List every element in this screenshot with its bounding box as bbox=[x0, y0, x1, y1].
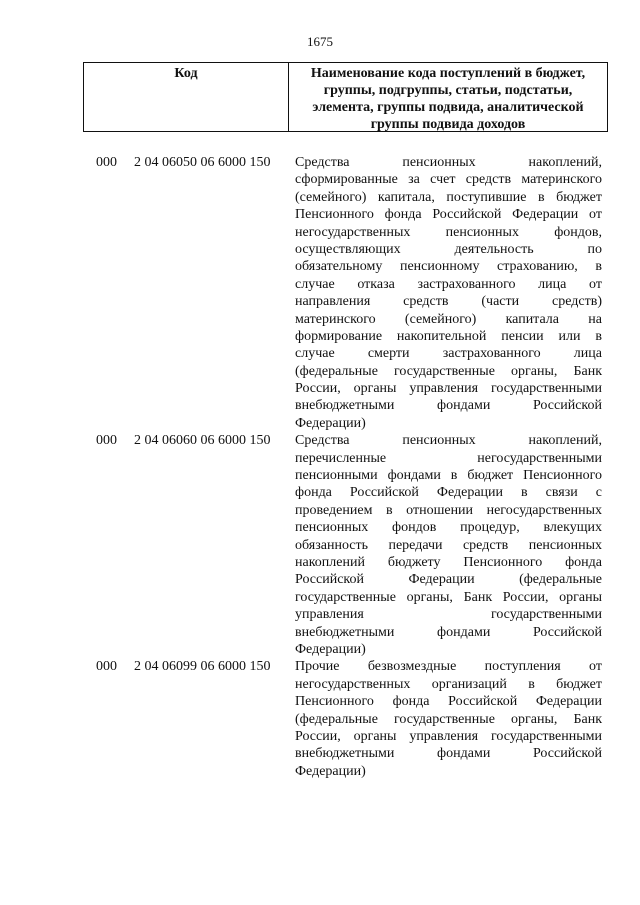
column-header-name-line: элемента, группы подвида, аналитической bbox=[312, 100, 584, 115]
column-header-name-line: группы, подгруппы, статьи, подстатьи, bbox=[323, 83, 573, 98]
description-line: обязательному пенсионному страхованию, в bbox=[295, 259, 602, 275]
description-line: Пенсионного фонда Российской Федерации bbox=[295, 694, 602, 710]
description-line: России, органы управления государственными bbox=[295, 728, 602, 744]
description-line: осуществляющих деятельность по bbox=[295, 241, 602, 257]
description-line: внебюджетными фондами Российской bbox=[295, 746, 602, 762]
description-line: Федерации) bbox=[295, 641, 366, 657]
table-row bbox=[0, 432, 640, 658]
description-line: фонда Российской Федерации в связи с bbox=[295, 485, 602, 501]
table-body bbox=[0, 154, 640, 780]
page-number: 1675 bbox=[307, 34, 333, 49]
description-line: негосударственных организаций в бюджет bbox=[295, 676, 602, 692]
description-line: пенсионных фондов процедур, влекущих bbox=[295, 520, 602, 536]
column-header-code: Код bbox=[84, 63, 289, 131]
description-line: материнского (семейного) капитала на bbox=[295, 311, 602, 327]
description-line: Прочие безвозмездные поступления от bbox=[295, 659, 602, 675]
description-line: негосударственных пенсионных фондов, bbox=[295, 224, 602, 240]
description-line: Российской Федерации (федеральные bbox=[295, 572, 602, 588]
description-line: случае смерти застрахованного лица bbox=[295, 346, 602, 362]
description-line: Средства пенсионных накоплений, bbox=[295, 155, 602, 170]
description-line: перечисленные негосударственными bbox=[295, 450, 602, 466]
description-line: государственные органы, Банк России, органы bbox=[295, 589, 602, 605]
revenue-code: 2 04 06099 06 6000 150 bbox=[134, 659, 271, 675]
admin-code: 000 bbox=[96, 155, 117, 170]
revenue-description bbox=[295, 658, 602, 780]
description-line: Федерации) bbox=[295, 763, 366, 779]
description-line: пенсионными фондами в бюджет Пенсионного bbox=[295, 468, 602, 484]
description-line: внебюджетными фондами Российской bbox=[295, 398, 602, 414]
description-line: направления средств (части средств) bbox=[295, 294, 602, 310]
description-line: сформированные за счет средств материнского bbox=[295, 172, 602, 188]
admin-code: 000 bbox=[96, 433, 117, 449]
revenue-description bbox=[295, 432, 602, 658]
table-row bbox=[0, 658, 640, 780]
revenue-code: 2 04 06050 06 6000 150 bbox=[134, 155, 271, 170]
revenue-code: 2 04 06060 06 6000 150 bbox=[134, 433, 271, 449]
description-line: Средства пенсионных накоплений, bbox=[295, 433, 602, 449]
description-line: (федеральные государственные органы, Банк bbox=[295, 711, 602, 727]
description-line: формирование накопительной пенсии или в bbox=[295, 328, 602, 344]
description-line: (семейного) капитала, поступившие в бюджет bbox=[295, 189, 602, 205]
description-line: Федерации) bbox=[295, 415, 366, 431]
description-line: накоплений бюджету Пенсионного фонда bbox=[295, 554, 602, 570]
column-header-name bbox=[289, 63, 607, 131]
column-header-name-line: группы подвида доходов bbox=[370, 117, 526, 132]
description-line: проведением в отношении негосударственных bbox=[295, 502, 602, 518]
description-line: Пенсионного фонда Российской Федерации от bbox=[295, 207, 602, 223]
revenue-description bbox=[295, 154, 602, 432]
description-line: внебюджетными фондами Российской bbox=[295, 624, 602, 640]
description-line: обязанность передачи средств пенсионных bbox=[295, 537, 602, 553]
column-header-name-line: Наименование кода поступлений в бюджет, bbox=[310, 66, 586, 81]
table-header bbox=[83, 62, 608, 132]
description-line: России, органы управления государственными bbox=[295, 381, 602, 397]
admin-code: 000 bbox=[96, 659, 117, 675]
description-line: (федеральные государственные органы, Банк bbox=[295, 363, 602, 379]
table-row bbox=[0, 154, 640, 432]
description-line: случае отказа застрахованного лица от bbox=[295, 276, 602, 292]
description-line: управления государственными bbox=[295, 607, 602, 623]
